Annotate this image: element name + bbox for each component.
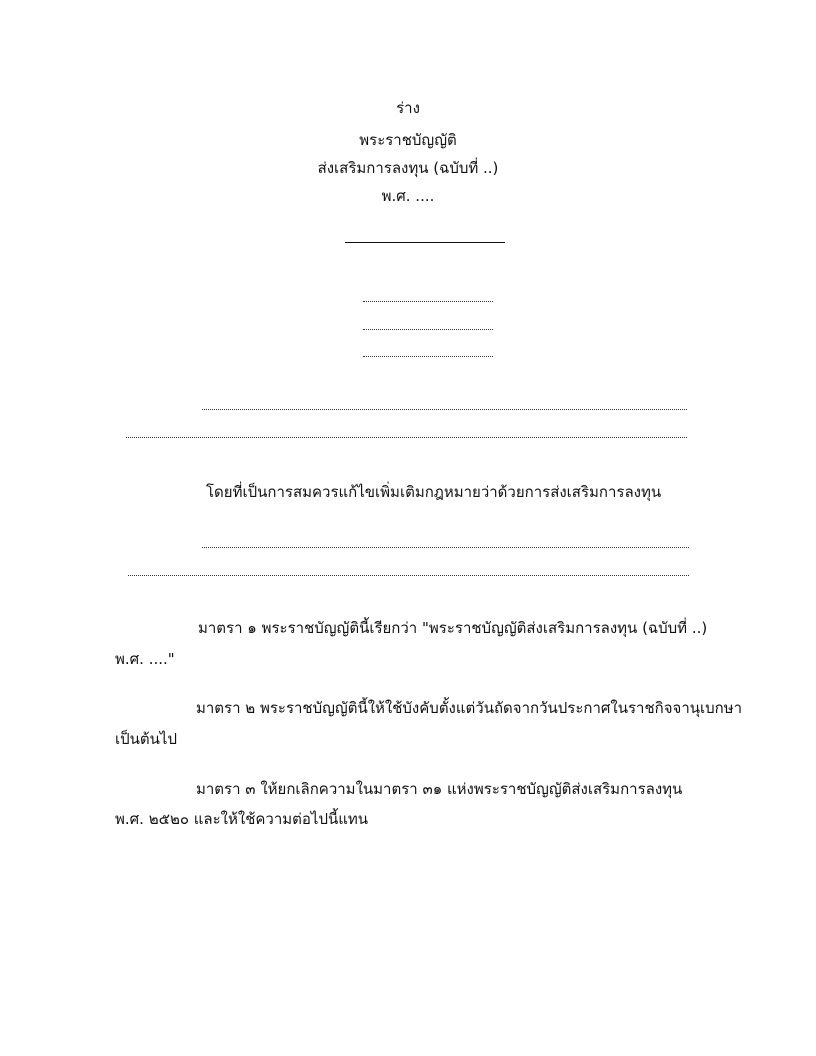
- title-underline: [345, 242, 505, 243]
- long-dotted-line-2: [126, 437, 687, 438]
- long-dotted-line-1: [202, 409, 687, 410]
- short-dotted-line-3: [363, 356, 493, 357]
- long-dotted-line-4: [128, 575, 689, 576]
- act-type-title: พระราชบัญญัติ: [359, 131, 457, 149]
- section-3-line-2: พ.ศ. ๒๕๒๐ และให้ใช้ความต่อไปนี้แทน: [115, 810, 369, 828]
- draft-label: ร่าง: [396, 99, 420, 117]
- act-year-line: พ.ศ. ....: [381, 187, 435, 205]
- long-dotted-line-3: [202, 547, 689, 548]
- section-1-line-2: พ.ศ. ....": [115, 650, 175, 668]
- short-dotted-line-1: [363, 301, 493, 302]
- short-dotted-line-2: [363, 329, 493, 330]
- section-2-line-2: เป็นต้นไป: [115, 730, 177, 748]
- section-2-line-1: มาตรา ๒ พระราชบัญญัตินี้ให้ใช้บังคับตั้งแต่วันถัดจากวันประกาศในราชกิจจานุเบกษา: [196, 699, 743, 717]
- act-name-title: ส่งเสริมการลงทุน (ฉบับที่ ..): [317, 159, 499, 177]
- section-3-line-1: มาตรา ๓ ให้ยกเลิกความในมาตรา ๓๑ แห่งพระราชบัญญัติส่งเสริมการลงทุน: [196, 780, 683, 798]
- section-1-line-1: มาตรา ๑ พระราชบัญญัตินี้เรียกว่า "พระราชบัญญัติส่งเสริมการลงทุน (ฉบับที่ ..): [198, 619, 708, 637]
- preamble-text: โดยที่เป็นการสมควรแก้ไขเพิ่มเติมกฎหมายว่าด้วยการส่งเสริมการลงทุน: [206, 483, 662, 501]
